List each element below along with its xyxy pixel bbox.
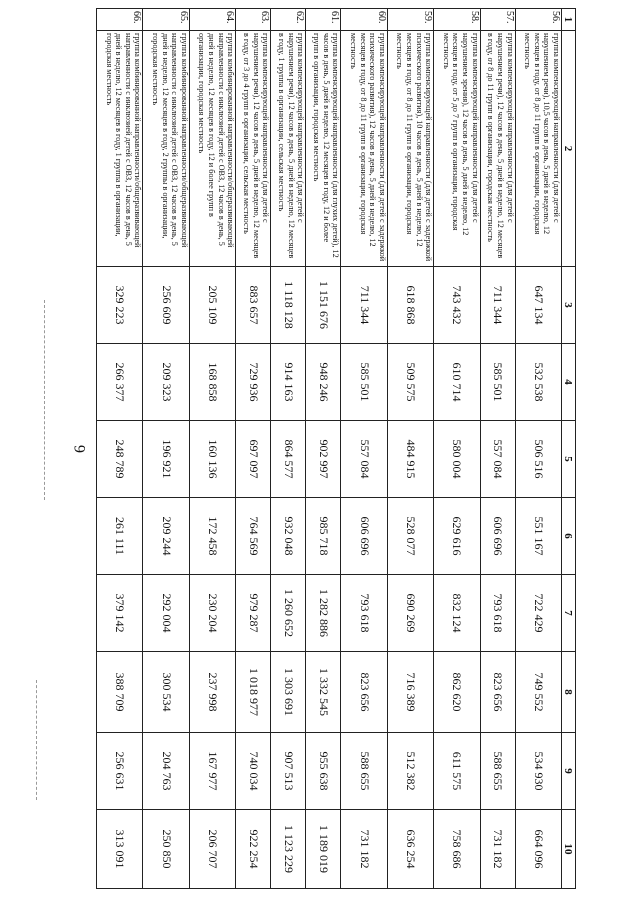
row-description: группа компенсирующей направленности (для детей с задержкой психического развития), 10 часов в день, 5 дней в неделю, 12 месяцев в году, от 8 до 11 групп в организации, городская местность <box>387 31 433 267</box>
table-cell: 636 254 <box>387 810 433 889</box>
table-cell: 256 609 <box>143 267 189 344</box>
table-cell: 731 182 <box>341 810 387 889</box>
table-cell: 484 915 <box>387 421 433 498</box>
table-cell: 979 287 <box>236 575 271 652</box>
table-cell: 722 429 <box>515 575 561 652</box>
table-cell: 1 151 676 <box>306 267 341 344</box>
table-cell: 557 084 <box>341 421 387 498</box>
column-header: 7 <box>562 575 576 652</box>
table-cell: 758 686 <box>434 810 480 889</box>
table-cell: 1 018 977 <box>236 652 271 733</box>
table-cell: 266 377 <box>97 344 143 421</box>
table-cell: 647 134 <box>515 267 561 344</box>
column-header: 1 <box>562 9 576 31</box>
table-cell: 528 077 <box>387 498 433 575</box>
table-cell: 172 458 <box>189 498 235 575</box>
table-cell: 206 707 <box>189 810 235 889</box>
column-header: 10 <box>562 810 576 889</box>
column-header: 2 <box>562 31 576 267</box>
column-header: 8 <box>562 652 576 733</box>
column-header: 9 <box>562 733 576 810</box>
table-cell: 629 616 <box>434 498 480 575</box>
table-cell: 168 858 <box>189 344 235 421</box>
table-cell: 209 323 <box>143 344 189 421</box>
table-cell: 551 167 <box>515 498 561 575</box>
table-cell: 955 638 <box>306 733 341 810</box>
table-cell: 610 714 <box>434 344 480 421</box>
table-row <box>97 9 143 889</box>
table-row <box>434 9 480 889</box>
table-cell: 907 513 <box>271 733 306 810</box>
table-cell: 883 657 <box>236 267 271 344</box>
table-cell: 160 136 <box>189 421 235 498</box>
table-cell: 864 577 <box>271 421 306 498</box>
table-cell: 862 620 <box>434 652 480 733</box>
row-number: 61. <box>306 9 341 31</box>
table-cell: 300 534 <box>143 652 189 733</box>
rotated-table-wrapper <box>96 8 576 888</box>
table-cell: 557 084 <box>480 421 515 498</box>
table-cell: 664 096 <box>515 810 561 889</box>
table-cell: 740 034 <box>236 733 271 810</box>
row-number: 66. <box>97 9 143 31</box>
table-cell: 606 696 <box>341 498 387 575</box>
column-header: 4 <box>562 344 576 421</box>
table-cell: 532 538 <box>515 344 561 421</box>
table-cell: 167 977 <box>189 733 235 810</box>
table-cell: 509 575 <box>387 344 433 421</box>
table-cell: 204 763 <box>143 733 189 810</box>
table-cell: 196 921 <box>143 421 189 498</box>
scan-artifact-line <box>44 300 45 500</box>
row-number: 60. <box>341 9 387 31</box>
table-row <box>189 9 235 889</box>
column-header: 3 <box>562 267 576 344</box>
row-description: группа компенсирующей направленности (для глухих детей), 12 часов в день, 5 дней в неделю, 12 месяцев в году, 12 и более групп в организации, городская местность <box>306 31 341 267</box>
row-description: группа компенсирующей направленности (для детей с нарушением речи), 12 часов в день, 5 дней в неделю, 12 месяцев в году, от 8 до 11 групп в организации, городская местность <box>480 31 515 267</box>
row-description: группа комбинированной направленности/общеразвивающей направленности с инклюзией детей с ОВЗ, 12 часов в день, 5 дней в неделю, 12 месяцев в году, 1 группа в организации, городская местность <box>97 31 143 267</box>
table-cell: 1 118 128 <box>271 267 306 344</box>
table-cell: 585 501 <box>341 344 387 421</box>
scan-artifact-line <box>36 680 37 800</box>
row-number: 58. <box>434 9 480 31</box>
table-cell: 1 189 019 <box>306 810 341 889</box>
table-cell: 611 575 <box>434 733 480 810</box>
row-description: группа комбинированной направленности/общеразвивающей направленности с инклюзией детей с ОВЗ, 12 часов в день, 5 дней в неделю, 12 месяцев в году, 12 и более групп в организации, городская местность <box>189 31 235 267</box>
table-row <box>271 9 306 889</box>
row-number: 56. <box>515 9 561 31</box>
table-cell: 606 696 <box>480 498 515 575</box>
table-cell: 914 163 <box>271 344 306 421</box>
table-cell: 1 260 652 <box>271 575 306 652</box>
table-cell: 902 997 <box>306 421 341 498</box>
row-description: группа компенсирующей направленности (для детей с задержкой психического развития), 12 часов в день, 5 дней в неделю, 12 месяцев в году, от 8 до 11 групп в организации, городская местность <box>341 31 387 267</box>
table-row <box>143 9 189 889</box>
table-row <box>236 9 271 889</box>
table-cell: 506 516 <box>515 421 561 498</box>
table-row <box>306 9 341 889</box>
table-cell: 618 868 <box>387 267 433 344</box>
table-cell: 230 204 <box>189 575 235 652</box>
table-cell: 823 656 <box>341 652 387 733</box>
row-description: группа комбинированной направленности/общеразвивающей направленности с инклюзией детей с ОВЗ, 12 часов в день, 5 дней в неделю, 12 месяцев в году, 2 группы в организации, городская местность <box>143 31 189 267</box>
table-cell: 793 618 <box>480 575 515 652</box>
table-row <box>480 9 515 889</box>
table-cell: 205 109 <box>189 267 235 344</box>
table-cell: 237 998 <box>189 652 235 733</box>
table-cell: 731 182 <box>480 810 515 889</box>
table-cell: 534 930 <box>515 733 561 810</box>
row-number: 62. <box>271 9 306 31</box>
table-cell: 588 655 <box>480 733 515 810</box>
table-cell: 256 631 <box>97 733 143 810</box>
column-header: 6 <box>562 498 576 575</box>
table-cell: 588 655 <box>341 733 387 810</box>
table-cell: 261 111 <box>97 498 143 575</box>
table-cell: 948 246 <box>306 344 341 421</box>
table-cell: 388 709 <box>97 652 143 733</box>
row-number: 59. <box>387 9 433 31</box>
table-row <box>387 9 433 889</box>
table-cell: 580 004 <box>434 421 480 498</box>
table-cell: 764 569 <box>236 498 271 575</box>
table-cell: 250 850 <box>143 810 189 889</box>
table-row <box>341 9 387 889</box>
table-cell: 1 123 229 <box>271 810 306 889</box>
table-cell: 329 223 <box>97 267 143 344</box>
table-cell: 1 282 886 <box>306 575 341 652</box>
cost-table <box>96 8 576 889</box>
table-cell: 711 344 <box>480 267 515 344</box>
row-number: 65. <box>143 9 189 31</box>
table-cell: 711 344 <box>341 267 387 344</box>
table-cell: 716 389 <box>387 652 433 733</box>
table-cell: 823 656 <box>480 652 515 733</box>
table-cell: 292 004 <box>143 575 189 652</box>
row-number: 63. <box>236 9 271 31</box>
table-cell: 832 124 <box>434 575 480 652</box>
table-cell: 793 618 <box>341 575 387 652</box>
table-cell: 248 789 <box>97 421 143 498</box>
page-number: 6 <box>72 445 89 453</box>
table-cell: 379 142 <box>97 575 143 652</box>
row-number: 64. <box>189 9 235 31</box>
row-number: 57. <box>480 9 515 31</box>
table-cell: 313 091 <box>97 810 143 889</box>
table-cell: 690 269 <box>387 575 433 652</box>
table-cell: 1 332 545 <box>306 652 341 733</box>
table-row <box>515 9 561 889</box>
table-header-row <box>562 9 576 889</box>
table-cell: 1 303 691 <box>271 652 306 733</box>
row-description: группа компенсирующей направленности (для детей с нарушением речи), 12 часов в день, 5 дней в неделю, 12 месяцев в году, от 3 до 4 групп в организации, сельская местность <box>236 31 271 267</box>
table-cell: 697 097 <box>236 421 271 498</box>
table-cell: 512 382 <box>387 733 433 810</box>
table-cell: 585 501 <box>480 344 515 421</box>
table-cell: 729 936 <box>236 344 271 421</box>
table-cell: 209 244 <box>143 498 189 575</box>
table-cell: 743 432 <box>434 267 480 344</box>
row-description: группа компенсирующей направленности (для детей с нарушением речи), 10,5 часов в день, 5 дней в неделю, 12 месяцев в году, от 8 до 11 групп в организации, городская местность <box>515 31 561 267</box>
table-cell: 749 552 <box>515 652 561 733</box>
row-description: группа компенсирующей направленности (для детей с нарушением зрения), 12 часов в день, 5 дней в неделю, 12 месяцев в году, от 5 до 7 групп в организации, городская местность <box>434 31 480 267</box>
table-cell: 985 718 <box>306 498 341 575</box>
row-description: группа компенсирующей направленности (для детей с нарушением речи), 12 часов в день, 5 дней в неделю, 12 месяцев в году, 1 группа в организации, сельская местность <box>271 31 306 267</box>
table-cell: 932 048 <box>271 498 306 575</box>
column-header: 5 <box>562 421 576 498</box>
table-cell: 922 254 <box>236 810 271 889</box>
